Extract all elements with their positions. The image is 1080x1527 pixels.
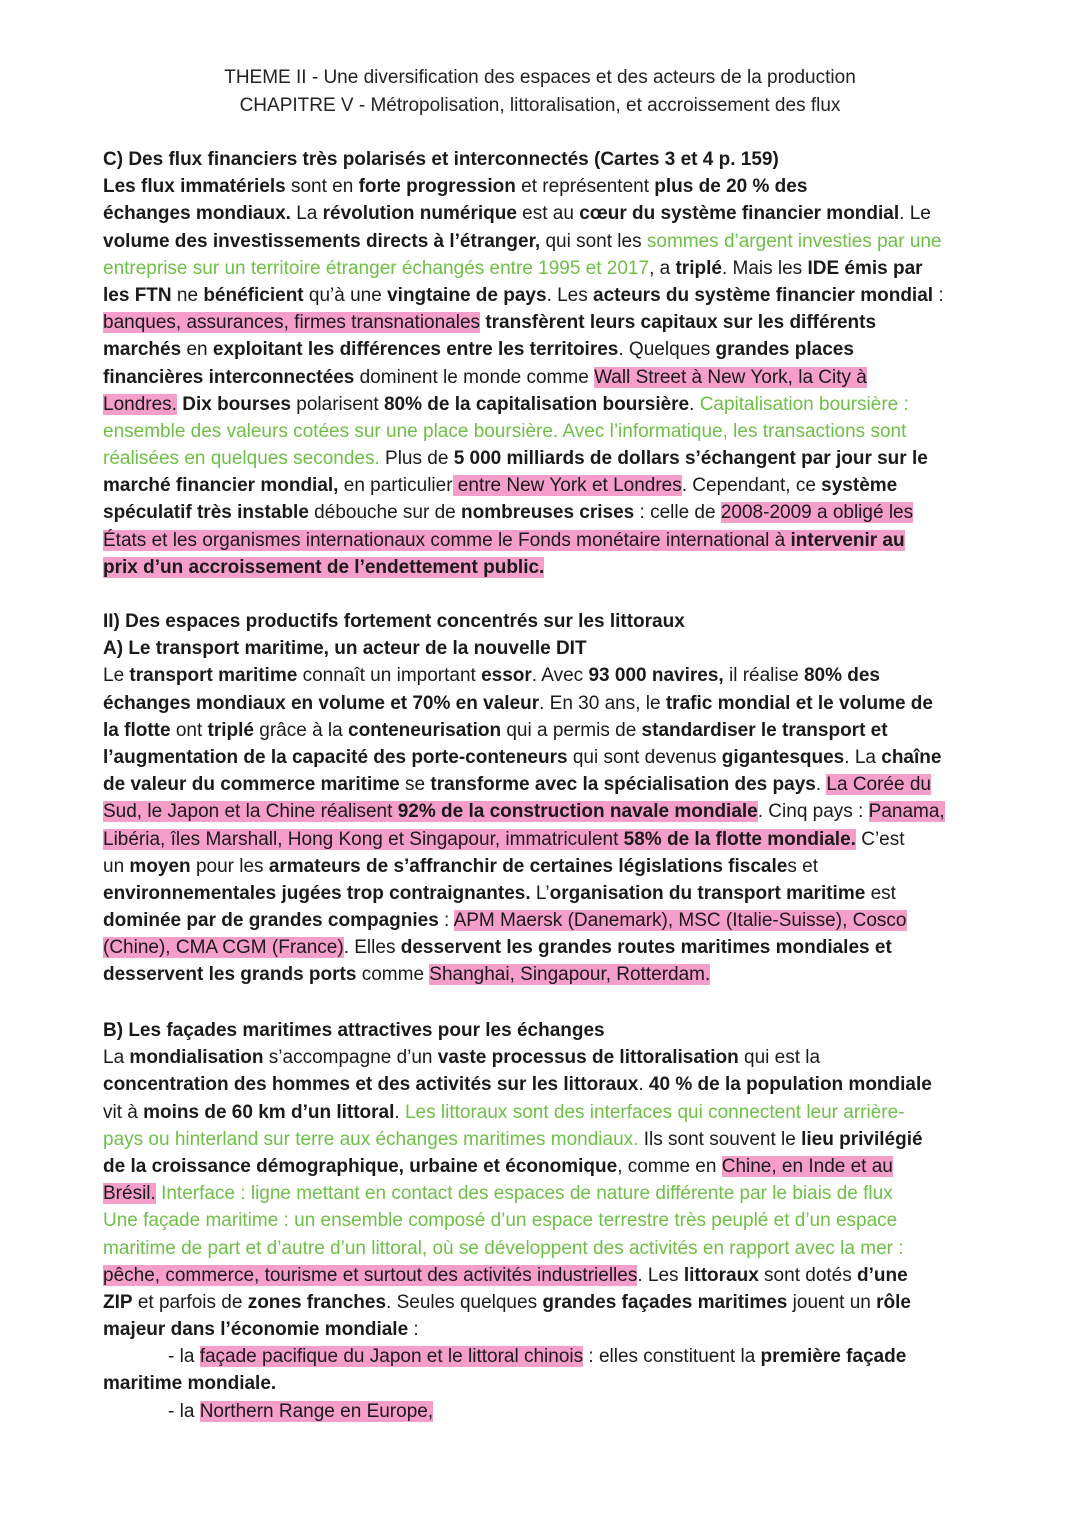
text-segment: dominée par de grandes compagnies bbox=[103, 910, 439, 932]
text-line bbox=[103, 336, 983, 363]
text-line bbox=[103, 527, 983, 554]
text-segment: chaîne bbox=[881, 746, 942, 768]
highlighted-text: entre New York et Londres bbox=[452, 475, 682, 497]
text-segment: . Quelques bbox=[618, 339, 716, 361]
text-segment: volume des investissements directs à l’étranger, bbox=[103, 230, 541, 252]
text-segment: ZIP bbox=[103, 1291, 133, 1313]
highlighted-text: banques, assurances, firmes transnationales bbox=[103, 312, 481, 334]
text-segment: . Mais les bbox=[721, 257, 808, 279]
text-segment: vaste processus de littoralisation bbox=[437, 1047, 739, 1069]
text-segment: : bbox=[438, 910, 454, 932]
text-line bbox=[103, 853, 983, 880]
text-segment: La bbox=[290, 203, 323, 225]
text-segment: . La bbox=[844, 746, 882, 768]
text-line bbox=[103, 1153, 983, 1180]
text-segment: . Cinq pays : bbox=[757, 801, 869, 823]
text-segment: première façade bbox=[760, 1346, 907, 1368]
definition-text: pays ou hinterland sur terre aux échanges maritimes mondiaux. bbox=[103, 1128, 639, 1150]
text-line bbox=[103, 1044, 983, 1071]
text-line bbox=[103, 635, 983, 662]
text-segment: se bbox=[399, 774, 431, 796]
text-line bbox=[103, 934, 983, 961]
text-segment: moyen bbox=[129, 855, 191, 877]
definition-text: réalisées en quelques secondes. bbox=[103, 448, 380, 470]
highlighted-text: La Corée du bbox=[826, 774, 931, 796]
text-segment: , comme en bbox=[617, 1155, 722, 1177]
text-segment: nombreuses crises bbox=[461, 502, 635, 524]
text-segment: L’ bbox=[530, 882, 550, 904]
highlighted-text: 92% de la construction navale mondiale bbox=[397, 801, 758, 823]
text-segment: . bbox=[689, 393, 700, 415]
text-segment: rôle bbox=[876, 1291, 911, 1313]
text-segment: financières interconnectées bbox=[103, 366, 355, 388]
text-segment: mondialisation bbox=[129, 1047, 264, 1069]
text-segment: . Cependant, ce bbox=[681, 475, 822, 497]
text-segment: . Le bbox=[899, 203, 931, 225]
text-segment: 80% des bbox=[803, 665, 880, 687]
text-segment: triplé bbox=[675, 257, 722, 279]
text-segment: - la bbox=[168, 1346, 200, 1368]
definition-text: sommes d’argent investies par une bbox=[646, 230, 942, 252]
text-segment: qui sont devenus bbox=[567, 746, 722, 768]
text-segment: Le bbox=[103, 665, 130, 687]
section-financial-flows bbox=[103, 146, 983, 581]
text-segment: la flotte bbox=[103, 719, 171, 741]
text-segment: . Seules quelques bbox=[386, 1291, 543, 1313]
text-segment: : bbox=[408, 1319, 419, 1341]
text-segment: débouche sur de bbox=[308, 502, 462, 524]
text-segment: Ils sont souvent le bbox=[638, 1128, 802, 1150]
highlighted-text: 2008-2009 a obligé les bbox=[720, 502, 914, 524]
highlighted-text: APM Maersk (Danemark), MSC (Italie-Suisse), Cosco bbox=[453, 910, 907, 932]
section-maritime-transport bbox=[103, 608, 983, 989]
highlighted-text: Sud, le Japon et la Chine réalisent bbox=[103, 801, 398, 823]
text-segment: et parfois de bbox=[132, 1291, 248, 1313]
highlighted-text: Londres. bbox=[103, 393, 177, 415]
text-line bbox=[103, 364, 983, 391]
text-segment: - la bbox=[168, 1400, 200, 1422]
text-segment: essor bbox=[481, 665, 532, 687]
text-line bbox=[103, 1207, 983, 1234]
text-segment: moins de 60 km d’un littoral bbox=[143, 1101, 395, 1123]
text-line bbox=[103, 608, 983, 635]
text-segment: La bbox=[103, 1047, 130, 1069]
highlighted-text: (Chine), CMA CGM (France) bbox=[103, 937, 344, 959]
text-segment: est bbox=[865, 882, 896, 904]
highlighted-text: 58% de la flotte mondiale. bbox=[623, 828, 856, 850]
definition-text: Les littoraux sont des interfaces qui connectent leur arrière- bbox=[404, 1101, 905, 1123]
text-line bbox=[103, 282, 983, 309]
text-segment: C) Des flux financiers très polarisés et interconnectés (Cartes 3 et 4 p. 159) bbox=[103, 149, 779, 170]
highlighted-text: Shanghai, Singapour, Rotterdam. bbox=[429, 964, 711, 986]
text-segment: il réalise bbox=[723, 665, 804, 687]
text-segment: concentration des hommes et des activités sur les littoraux bbox=[103, 1074, 639, 1096]
text-segment: système bbox=[821, 475, 898, 497]
text-line bbox=[103, 418, 983, 445]
definition-text: Interface : ligne mettant en contact des espaces de nature différente par le biais de flux bbox=[161, 1183, 893, 1205]
definition-text: Une façade maritime : un ensemble composé d’un espace terrestre très peuplé et d’un espace bbox=[103, 1210, 898, 1232]
definition-text: entreprise sur un territoire étranger échangés entre 1995 et 2017 bbox=[103, 257, 650, 279]
text-segment: révolution numérique bbox=[322, 203, 517, 225]
text-line bbox=[103, 391, 983, 418]
text-line bbox=[103, 1235, 983, 1262]
text-line bbox=[103, 1370, 983, 1397]
text-segment: qui sont les bbox=[540, 230, 647, 252]
text-segment: d’une bbox=[857, 1264, 908, 1286]
text-segment: desservent les grandes routes maritimes mondiales et bbox=[400, 937, 892, 959]
theme-title: THEME II - Une diversification des espaces et des acteurs de la production bbox=[224, 67, 856, 88]
text-segment: . Les bbox=[546, 284, 594, 306]
text-segment: 80% de la capitalisation boursière bbox=[383, 393, 690, 415]
text-segment: connaît un important bbox=[297, 665, 482, 687]
text-line bbox=[103, 880, 983, 907]
text-segment: : bbox=[933, 284, 944, 306]
text-segment: les FTN bbox=[103, 284, 172, 306]
text-line bbox=[103, 717, 983, 744]
text-segment: sont en bbox=[285, 176, 359, 198]
highlighted-text: intervenir au bbox=[790, 529, 905, 551]
text-line bbox=[103, 255, 983, 282]
text-line bbox=[103, 1262, 983, 1289]
text-segment: marchés bbox=[103, 339, 182, 361]
text-segment: Les flux immatériels bbox=[103, 176, 286, 198]
highlighted-text: prix d’un accroissement de l’endettement public. bbox=[103, 556, 545, 578]
text-segment: vit à bbox=[103, 1101, 144, 1123]
text-segment: l’augmentation de la capacité des porte-conteneurs bbox=[103, 746, 568, 768]
text-line bbox=[103, 690, 983, 717]
text-line bbox=[103, 1180, 983, 1207]
text-segment: 93 000 navires, bbox=[588, 665, 724, 687]
text-line bbox=[103, 309, 983, 336]
text-segment: , a bbox=[649, 257, 676, 279]
text-line bbox=[103, 961, 983, 988]
highlighted-text: Libéria, îles Marshall, Hong Kong et Singapour, immatriculent bbox=[103, 828, 624, 850]
text-segment: exploitant les différences entre les territoires bbox=[212, 339, 619, 361]
text-segment: triplé bbox=[207, 719, 254, 741]
text-segment: forte progression bbox=[358, 176, 516, 198]
text-segment: grâce à la bbox=[254, 719, 348, 741]
text-segment: organisation du transport maritime bbox=[549, 882, 866, 904]
text-line bbox=[103, 228, 983, 255]
definition-text: Capitalisation boursière : bbox=[699, 393, 909, 415]
highlighted-text: États et les organismes internationaux comme le Fonds monétaire international à bbox=[103, 529, 791, 551]
highlighted-text: Wall Street à New York, la City à bbox=[594, 366, 867, 388]
text-segment: ne bbox=[171, 284, 204, 306]
text-segment: qu’à une bbox=[303, 284, 388, 306]
section-maritime-facades bbox=[103, 1017, 983, 1425]
text-segment: lieu privilégié bbox=[801, 1128, 923, 1150]
text-segment: un bbox=[103, 855, 130, 877]
text-segment: IDE émis par bbox=[807, 257, 923, 279]
text-line bbox=[103, 173, 983, 200]
text-segment: de la croissance démographique, urbaine et économique bbox=[103, 1155, 618, 1177]
text-segment: polarisent bbox=[291, 393, 384, 415]
text-segment: desservent les grands ports bbox=[103, 964, 357, 986]
text-line bbox=[103, 499, 983, 526]
text-line bbox=[103, 1126, 983, 1153]
text-segment: B) Les façades maritimes attractives pour les échanges bbox=[103, 1020, 605, 1041]
text-segment: II) Des espaces productifs fortement concentrés sur les littoraux bbox=[103, 611, 685, 632]
text-segment: est au bbox=[516, 203, 580, 225]
text-segment: s’accompagne d’un bbox=[263, 1047, 438, 1069]
text-segment: 5 000 milliards de dollars s’échangent par jour sur le bbox=[453, 448, 928, 470]
text-segment: échanges mondiaux. bbox=[103, 203, 291, 225]
highlighted-text: pêche, commerce, tourisme et surtout des activités industrielles bbox=[103, 1264, 638, 1286]
text-segment: bénéficient bbox=[203, 284, 304, 306]
text-segment: qui a permis de bbox=[501, 719, 642, 741]
text-line bbox=[103, 1316, 983, 1343]
text-segment: grandes places bbox=[715, 339, 854, 361]
text-line bbox=[103, 554, 983, 581]
text-segment: cœur du système financier mondial bbox=[579, 203, 900, 225]
text-line bbox=[103, 146, 983, 173]
text-segment: . bbox=[815, 774, 827, 796]
text-segment: environnementales jugées trop contraignantes. bbox=[103, 882, 531, 904]
text-line bbox=[103, 662, 983, 689]
text-segment: s et bbox=[787, 855, 818, 877]
text-segment: gigantesques bbox=[721, 746, 845, 768]
text-line bbox=[103, 1017, 983, 1044]
text-segment: transport maritime bbox=[129, 665, 298, 687]
text-line bbox=[103, 472, 983, 499]
definition-text: ensemble des valeurs cotées sur une place boursière. Avec l’informatique, les transactions sont bbox=[103, 420, 907, 442]
text-segment: . bbox=[394, 1101, 405, 1123]
text-segment: 40 % de la population mondiale bbox=[648, 1074, 932, 1096]
text-segment: marché financier mondial, bbox=[103, 475, 339, 497]
text-line bbox=[103, 1099, 983, 1126]
text-segment: conteneurisation bbox=[348, 719, 502, 741]
highlighted-text: façade pacifique du Japon et le littoral chinois bbox=[199, 1346, 584, 1368]
text-segment: zones franches bbox=[247, 1291, 387, 1313]
page-header bbox=[0, 64, 1080, 120]
text-segment: de valeur du commerce maritime bbox=[103, 774, 400, 796]
text-line bbox=[103, 445, 983, 472]
text-segment: dominent le monde comme bbox=[354, 366, 595, 388]
text-line bbox=[103, 1398, 983, 1425]
highlighted-text: Panama, bbox=[868, 801, 945, 823]
text-segment: . Avec bbox=[531, 665, 589, 687]
text-segment: vingtaine de pays bbox=[387, 284, 547, 306]
text-segment: . En 30 ans, le bbox=[539, 692, 666, 714]
text-segment: qui est la bbox=[738, 1047, 821, 1069]
text-line bbox=[103, 1343, 983, 1370]
highlighted-text: Chine, en Inde et au bbox=[721, 1155, 893, 1177]
text-segment: maritime mondiale. bbox=[103, 1373, 277, 1395]
text-segment: Dix bourses bbox=[182, 393, 291, 415]
text-segment: littoraux bbox=[683, 1264, 759, 1286]
text-segment: plus de 20 % des bbox=[654, 176, 808, 198]
text-segment: standardiser le transport et bbox=[641, 719, 888, 741]
text-line bbox=[103, 1289, 983, 1316]
highlighted-text: Brésil. bbox=[103, 1183, 156, 1205]
text-line bbox=[103, 771, 983, 798]
text-segment: et représentent bbox=[515, 176, 655, 198]
text-segment: spéculatif très instable bbox=[103, 502, 309, 524]
text-segment: grandes façades maritimes bbox=[542, 1291, 788, 1313]
text-segment: ont bbox=[170, 719, 208, 741]
text-segment: en bbox=[181, 339, 213, 361]
text-segment: pour les bbox=[190, 855, 269, 877]
text-line bbox=[103, 907, 983, 934]
text-segment: sont dotés bbox=[758, 1264, 858, 1286]
text-segment: majeur dans l’économie mondiale bbox=[103, 1319, 409, 1341]
text-segment: en particulier bbox=[338, 475, 453, 497]
text-segment: armateurs de s’affranchir de certaines législations fiscale bbox=[268, 855, 788, 877]
text-segment: transforme avec la spécialisation des pays bbox=[430, 774, 816, 796]
text-segment: comme bbox=[356, 964, 430, 986]
definition-text: maritime de part et d’autre d’un littoral, où se développent des activités en rapport avec la mer : bbox=[103, 1237, 904, 1259]
text-segment: jouent un bbox=[787, 1291, 877, 1313]
text-segment: transfèrent leurs capitaux sur les différents bbox=[480, 312, 877, 334]
text-segment: acteurs du système financier mondial bbox=[593, 284, 934, 306]
text-line bbox=[103, 200, 983, 227]
text-segment: Plus de bbox=[379, 448, 454, 470]
highlighted-text: Northern Range en Europe, bbox=[199, 1400, 434, 1422]
text-segment: . Elles bbox=[343, 937, 401, 959]
text-line bbox=[103, 744, 983, 771]
text-segment: . bbox=[638, 1074, 649, 1096]
text-segment: : elles constituent la bbox=[583, 1346, 761, 1368]
text-segment: trafic mondial et le volume de bbox=[665, 692, 933, 714]
chapter-title: CHAPITRE V - Métropolisation, littoralisation, et accroissement des flux bbox=[239, 95, 841, 116]
text-line bbox=[103, 826, 983, 853]
text-line bbox=[103, 798, 983, 825]
text-segment: C’est bbox=[855, 828, 905, 850]
text-line bbox=[103, 1071, 983, 1098]
text-segment: échanges mondiaux en volume et 70% en valeur bbox=[103, 692, 540, 714]
text-segment: . Les bbox=[637, 1264, 684, 1286]
text-segment: : celle de bbox=[634, 502, 721, 524]
text-segment: A) Le transport maritime, un acteur de la nouvelle DIT bbox=[103, 638, 587, 660]
